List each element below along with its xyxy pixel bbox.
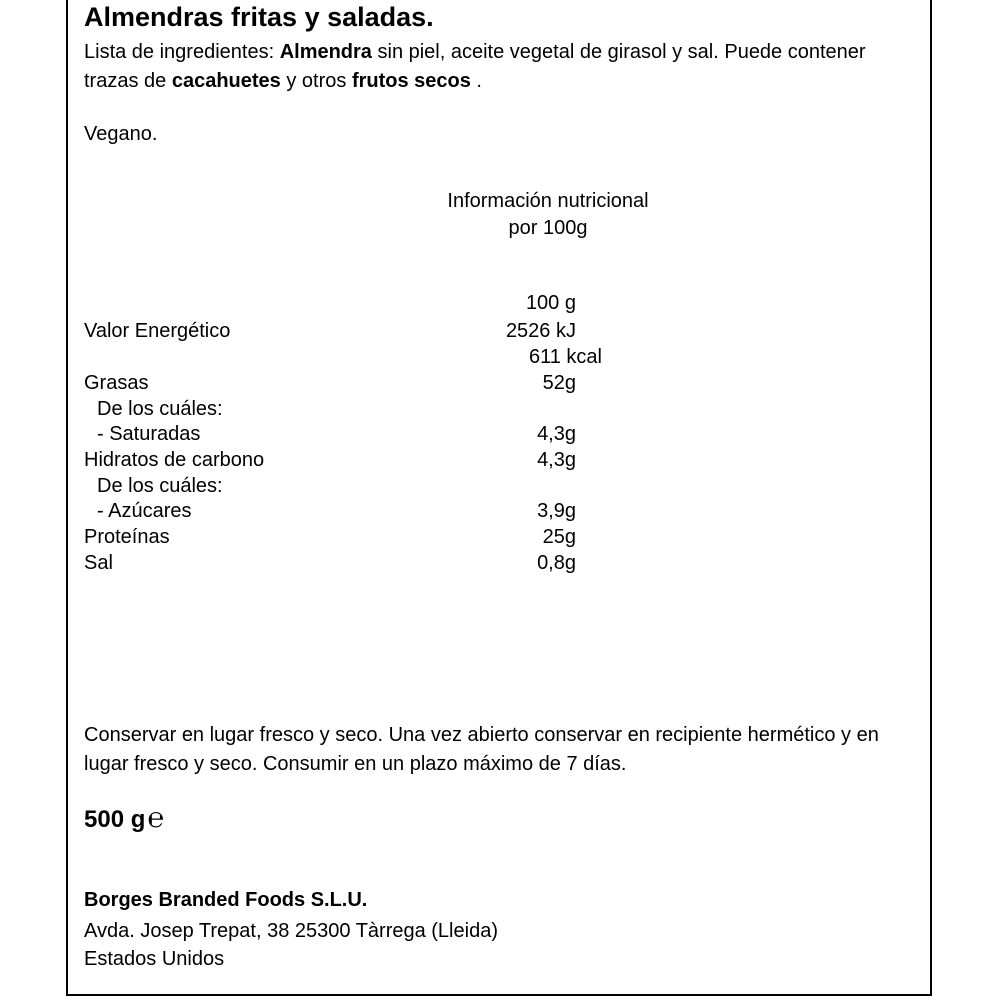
nutrition-row-label: - Azúcares bbox=[97, 500, 192, 522]
manufacturer-country: Estados Unidos bbox=[84, 948, 225, 970]
nutrition-row-value: 25g bbox=[542, 526, 576, 548]
nutrition-row-label: - Saturadas bbox=[97, 423, 201, 445]
allergen-almendra: Almendra bbox=[279, 41, 372, 63]
nutrition-row-label: Grasas bbox=[84, 372, 149, 394]
ingredients-middle: sin piel, aceite vegetal de girasol y sal. Puede contener trazas de bbox=[84, 41, 866, 92]
nutrition-row-value: 52g bbox=[542, 372, 576, 394]
manufacturer-name: Borges Branded Foods S.L.U. bbox=[84, 889, 368, 911]
ingredients-list bbox=[84, 38, 884, 96]
net-weight bbox=[84, 802, 165, 834]
ingredients-prefix: Lista de ingredientes: bbox=[84, 41, 280, 63]
nutrition-row-label: Sal bbox=[84, 552, 113, 574]
allergen-frutos-secos: frutos secos bbox=[351, 70, 471, 92]
nutrition-row-value: 0,8g bbox=[537, 552, 576, 574]
manufacturer-address: Avda. Josep Trepat, 38 25300 Tàrrega (Lleida) bbox=[84, 920, 498, 942]
net-weight-value: 500 g bbox=[84, 806, 146, 833]
nutrition-row-label: Proteínas bbox=[84, 526, 170, 548]
product-title: Almendras fritas y saladas. bbox=[84, 2, 434, 32]
nutrition-row-value: 3,9g bbox=[537, 500, 576, 522]
nutrition-column-header: 100 g bbox=[525, 292, 576, 314]
estimated-sign-icon: ℮ bbox=[147, 802, 165, 833]
nutrition-row-label: De los cuáles: bbox=[97, 475, 223, 497]
nutrition-row-value: 4,3g bbox=[537, 449, 576, 471]
diet-note: Vegano. bbox=[84, 123, 158, 145]
nutrition-row-label: Hidratos de carbono bbox=[84, 449, 265, 471]
nutrition-row-value: 2526 kJ bbox=[505, 320, 576, 342]
nutrition-subheading: por 100g bbox=[508, 217, 588, 239]
ingredients-middle-2: y otros bbox=[280, 70, 352, 92]
storage-instructions: Conservar en lugar fresco y seco. Una vez abierto conservar en recipiente hermético y en lugar fresco y seco. Consumir en un plazo máximo de 7 días. bbox=[84, 724, 879, 775]
nutrition-row-label: De los cuáles: bbox=[97, 398, 223, 420]
nutrition-row-label: Valor Energético bbox=[84, 320, 231, 342]
nutrition-row-value: 611 kcal bbox=[528, 346, 602, 368]
ingredients-suffix: . bbox=[470, 70, 482, 92]
nutrition-row-value: 4,3g bbox=[537, 423, 576, 445]
nutrition-heading: Información nutricional bbox=[447, 190, 649, 212]
allergen-cacahuetes: cacahuetes bbox=[171, 70, 281, 92]
